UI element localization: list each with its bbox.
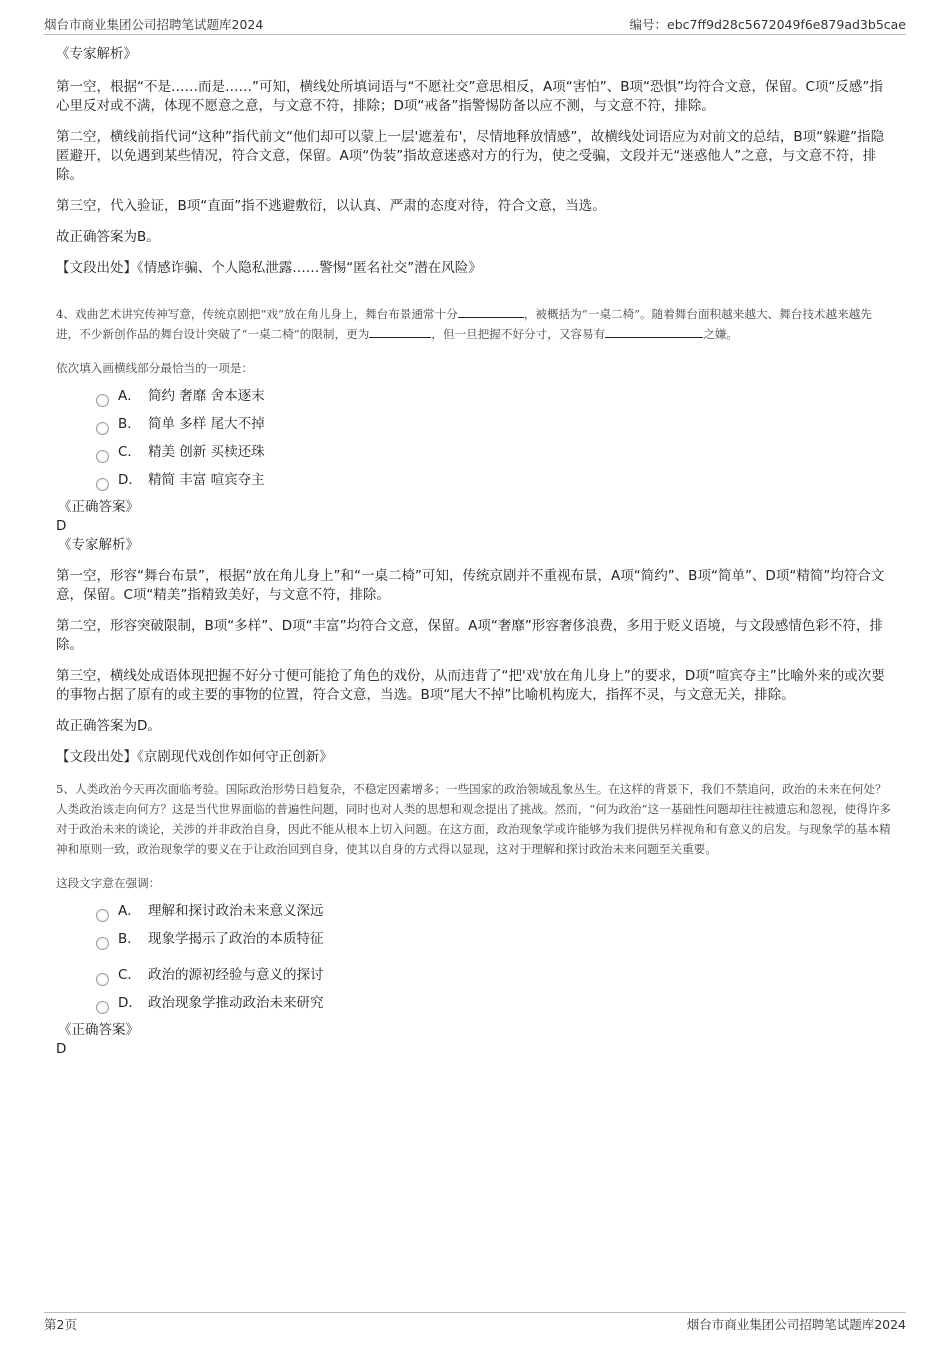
q4-expert-title: 《专家解析》 (58, 537, 139, 553)
q4-options (96, 386, 894, 498)
header-code: 编号：ebc7ff9d28c5672049f6e879ad3b5cae (629, 17, 906, 32)
page-content (56, 44, 894, 1059)
radio-icon[interactable] (96, 478, 109, 491)
q4-option-a[interactable]: A． 简约 奢靡 舍本逐末 (96, 386, 894, 414)
q5-prompt: 这段文字意在强调： (56, 876, 161, 890)
footer-title: 烟台市商业集团公司招聘笔试题库2024 (686, 1317, 906, 1332)
q5-option-d[interactable]: D． 政治现象学推动政治未来研究 (96, 993, 894, 1021)
page-footer (44, 1312, 906, 1332)
q5-stem: 5、人类政治今天再次面临考验。国际政治形势日趋复杂，不稳定因素增多；一些国家的政治领域乱象丛生。在这样的背景下，我们不禁追问，政治的未来在何处？人类政治该走向何方？这是当代世界面临的普遍性问题，同时也对人类的思想和观念提出了挑战。然而，“何为政治”这一基础性问题却往往被遗忘和忽视，使得许多对于政治未来的谈论，关涉的并非政治自身，因此不能从根本上切入问题。在这方面，政治现象学或许能够为我们提供另样视角和有意义的启发。与现象学的基本精神和原则一致，政治现象学的要义在于让政治回到自身，使其以自身的方式得以显现，这对于理解和探讨政治未来问题至关重要。 (56, 782, 892, 856)
radio-icon[interactable] (96, 973, 109, 986)
radio-icon[interactable] (96, 450, 109, 463)
q4-para2: 第二空，形容突破限制，B项“多样”、D项“丰富”均符合文意，保留。A项“奢靡”形容奢侈浪费，多用于贬义语境，与文段感情色彩不符，排除。 (56, 618, 883, 653)
radio-icon[interactable] (96, 937, 109, 950)
q3-para1: 第一空，根据“不是……而是……”可知，横线处所填词语与“不愿社交”意思相反，A项“害怕”、B项“恐惧”均符合文意，保留。C项“反感”指心里反对或不满，体现不愿意之意，与文意不符，排除；D项“戒备”指警惕防备以应不测，与文意不符，排除。 (56, 79, 883, 114)
radio-icon[interactable] (96, 1001, 109, 1014)
q3-expert-title: 《专家解析》 (56, 46, 137, 62)
q5-answer-title: 《正确答案》 (58, 1022, 139, 1038)
q3-para2: 第二空，横线前指代词“这种”指代前文“他们却可以蒙上一层'遮羞布'，尽情地释放情感”，故横线处词语应为对前文的总结，B项“躲避”指隐匿避开，以免遇到某些情况，符合文意，保留。A项“伪装”指故意迷惑对方的行为，使之受骗，文段并无“迷惑他人”之意，与文意不符，排除。 (56, 129, 885, 183)
q4-source: 【文段出处】《京剧现代戏创作如何守正创新》 (56, 749, 333, 765)
header-title: 烟台市商业集团公司招聘笔试题库2024 (44, 17, 264, 32)
q4-option-b[interactable]: B． 简单 多样 尾大不掉 (96, 414, 894, 442)
page-header (44, 14, 906, 35)
q4-para3: 第三空，横线处成语体现把握不好分寸便可能抢了角色的戏份，从而违背了“把'戏'放在角儿身上”的要求，D项“喧宾夺主”比喻外来的或次要的事物占据了原有的或主要的事物的位置，符合文意，当选。B项“尾大不掉”比喻机构庞大，指挥不灵，与文意无关，排除。 (56, 668, 885, 703)
radio-icon[interactable] (96, 422, 109, 435)
q5-option-b[interactable]: B． 现象学揭示了政治的本质特征 (96, 929, 894, 957)
radio-icon[interactable] (96, 909, 109, 922)
q4-stem: 4、戏曲艺术讲究传神写意，传统京剧把“戏”放在角儿身上，舞台布景通常十分 ，被概括为“一桌二椅”。随着舞台面积越来越大、舞台技术越来越先进，不少新创作品的舞台设计突破了“一桌二椅”的限制，更为 ，但一旦把握不好分寸，又容易有 之嫌。 (56, 307, 872, 341)
q4-prompt: 依次填入画横线部分最恰当的一项是： (56, 361, 254, 375)
q4-answer: D (56, 518, 67, 534)
q3-para3: 第三空，代入验证，B项“直面”指不逃避敷衍，以认真、严肃的态度对待，符合文意，当选。 (56, 198, 606, 214)
q4-conclusion: 故正确答案为D。 (56, 718, 161, 734)
q4-option-c[interactable]: C． 精美 创新 买椟还珠 (96, 442, 894, 470)
q4-option-d[interactable]: D． 精简 丰富 喧宾夺主 (96, 470, 894, 498)
q4-blank-3 (605, 325, 703, 338)
q4-blank-2 (369, 325, 431, 338)
q3-conclusion: 故正确答案为B。 (56, 229, 160, 245)
q5-option-c[interactable]: C． 政治的源初经验与意义的探讨 (96, 965, 894, 993)
q4-answer-title: 《正确答案》 (58, 499, 139, 515)
q4-blank-1 (458, 305, 524, 318)
q5-answer: D (56, 1041, 67, 1057)
q5-options (96, 901, 894, 1021)
footer-page-number: 第2页 (44, 1317, 77, 1332)
radio-icon[interactable] (96, 394, 109, 407)
q3-source: 【文段出处】《情感诈骗、个人隐私泄露……警惕“匿名社交”潜在风险》 (56, 260, 482, 276)
q4-para1: 第一空，形容“舞台布景”，根据“放在角儿身上”和“一桌二椅”可知，传统京剧并不重视布景，A项“简约”、B项“简单”、D项“精简”均符合文意，保留。C项“精美”指精致美好，与文意不符，排除。 (56, 568, 885, 603)
q5-option-a[interactable]: A． 理解和探讨政治未来意义深远 (96, 901, 894, 929)
